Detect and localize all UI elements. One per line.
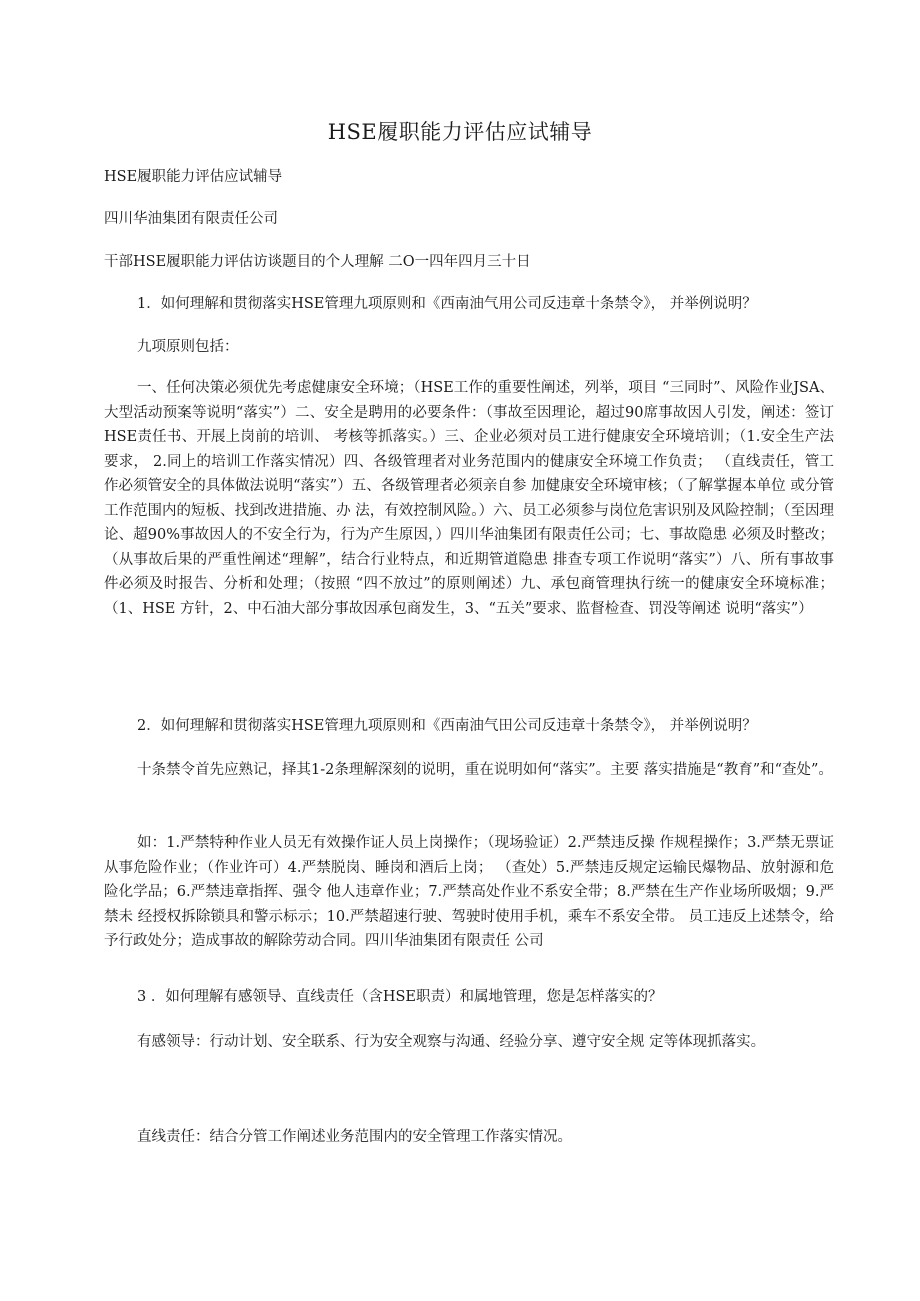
question-2: 2．如何理解和贯彻落实HSE管理九项原则和《西南油气田公司反违章十条禁令》， 并举例说明？ — [137, 718, 757, 734]
question-2-answer: 十条禁令首先应熟记，择其1-2条理解深刻的说明，重在说明如何“落实”。主要 落实措施是“教育”和“查处”。 — [137, 762, 833, 778]
line-responsibility: 直线责任：结合分管工作阐述业务范围内的安全管理工作落实情况。 — [137, 1129, 572, 1145]
principles-body: 一、任何决策必须优先考虑健康安全环境；（HSE工作的重要性阐述，列举，项目 “三同时”、风险作业JSA、大型活动预案等说明“落实”）二、安全是聘用的必要条件：（事故至因理论，超过90席事故因人引发，阐述：签订HSE责任书、开展上岗前的培训、 考核等抓落实。）三、企业必须对员工进行健康安全环境培训；（1.安全生产法要求， 2.同上的培训工作落实情况）四、各级管理者对业务范围内的健康安全环境工作负责； （直线责任，管工作必须管安全的具体做法说明“落实”）五、各级管理者必须亲自参 加健康安全环境审核；（了解掌握本单位 或分管工作范围内的短板、找到改进措施、办 法，有效控制风险。）六、员工必须参与岗位危害识别及风险控制；（至因理论、超90%事故因人的不安全行为，行为产生原因，）四川华油集团有限责任公司；七、事故隐患 必须及时整改；（从事故后果的严重性阐述“理解”，结合行业特点，和近期管道隐患 排查专项工作说明“落实”）八、所有事故事件必须及时报告、分析和处理；（按照 “四不放过”的原则阐述）九、承包商管理执行统一的健康安全环境标准；（1、HSE 方针，2、中石油大部分事故因承包商发生，3、“五关”要求、监督检查、罚没等阐述 说明“落实”） — [104, 380, 834, 617]
document-subtitle: HSE履职能力评估应试辅导 — [104, 169, 283, 185]
question-1: 1．如何理解和贯彻落实HSE管理九项原则和《西南油气用公司反违章十条禁令》， 并举例说明？ — [137, 296, 757, 312]
felt-leadership: 有感领导：行动计划、安全联系、行为安全观察与沟通、经验分享、遵守安全规 定等体现抓落实。 — [137, 1034, 766, 1050]
document-title: HSE履职能力评估应试辅导 — [327, 120, 593, 144]
intro-line: 干部HSE履职能力评估访谈题目的个人理解 二O一四年四月三十日 — [104, 254, 531, 270]
principles-heading: 九项原则包括： — [137, 339, 239, 355]
question-3: 3 ．如何理解有感领导、直线责任（含HSE职责）和属地管理，您是怎样落实的？ — [137, 989, 663, 1005]
company-name: 四川华油集团有限责任公司 — [104, 211, 278, 227]
ten-bans-list: 如：1.严禁特种作业人员无有效操作证人员上岗操作；（现场验证）2.严禁违反操 作规程操作；3.严禁无票证从事危险作业；（作业许可）4.严禁脱岗、睡岗和酒后上岗； （查处）5.严禁违反规定运输民爆物品、放射源和危险化学品；6.严禁违章指挥、强令 他人违章作业；7.严禁高处作业不系安全带；8.严禁在生产作业场所吸烟；9.严禁未 经授权拆除锁具和警示标示；10.严禁超速行驶、驾驶时使用手机，乘车不系安全带。 员工违反上述禁令，给予行政处分；造成事故的解除劳动合同。四川华油集团有限责任 公司 — [104, 835, 834, 949]
